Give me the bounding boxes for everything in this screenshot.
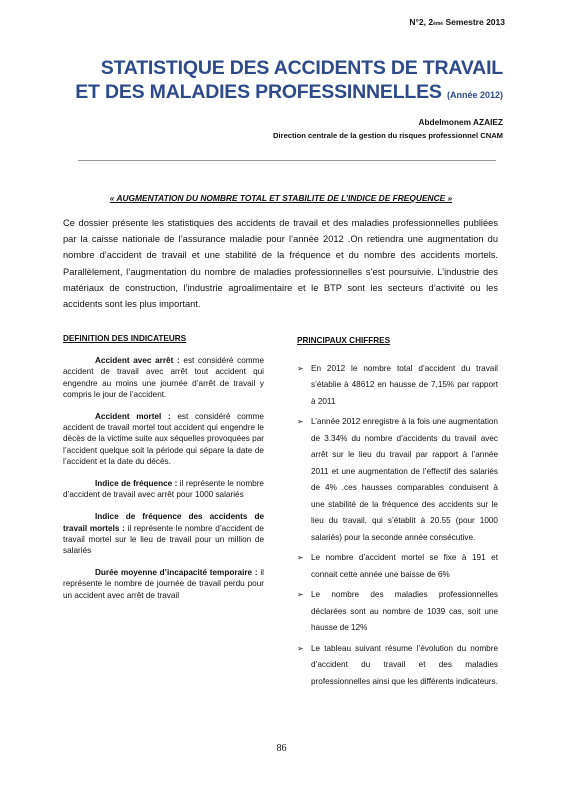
arrow-bullet-icon: ➢ bbox=[297, 417, 304, 426]
arrow-bullet-icon: ➢ bbox=[297, 590, 304, 599]
definition-item: Indice de fréquence : il représente le nombre d’accident de travail avec arrêt pour 1000 salariés bbox=[63, 479, 264, 500]
arrow-bullet-icon: ➢ bbox=[297, 643, 304, 653]
definition-item: Durée moyenne d’incapacité temporaire : il représente le nombre de journée de travail perdu pour un accident avec arrêt de travail bbox=[63, 568, 264, 600]
definition-item: Accident avec arrêt : est considéré comme accident de travail avec arrêt tout accident qui engendre au moins une journée d’arrêt de travail y compris le jour de l’accident. bbox=[63, 356, 264, 399]
header-divider bbox=[78, 160, 496, 161]
author-affiliation: Direction centrale de la gestion du risques professionnel CNAM bbox=[273, 131, 503, 140]
intro-paragraph: Ce dossier présente les statistiques des accidents de travail et des maladies professionnelles publiées par la caisse nationale de l’assurance maladie pour l’année 2012 .On retiendra une augmentation du nombre d’accident de travail et une stabilité de la fréquence et du nombre des accidents mortels. Parallèlement, l’augmentation du nombre de maladies professionnelles s’est poursuivie. L’industrie des matériaux de construction, l’industrie agroalimentaire et le BTP sont les secteurs d’activité ou les accidents sont les plus important. bbox=[63, 218, 498, 310]
definition-item: Indice de fréquence des accidents de travail mortels : il représente le nombre d’accident de travail mortel sur le lieu de travail pour un million de salariés bbox=[63, 512, 264, 556]
key-figures-column bbox=[297, 333, 498, 694]
title-year: (Année 2012) bbox=[446, 90, 503, 100]
arrow-bullet-icon: ➢ bbox=[297, 553, 304, 562]
list-item: ➢ L’année 2012 enregistre à la fois une augmentation de 3.34% du nombre d’accidents du travail avec arrêt sur le lieu du travail par rapport à l’année 2011 et une augmentation de l’effectif des salariés de 4% .ces hausses comparables conduisent à une stabilité de la fréquence des accidents sur le lieu du travail, qui s’établit à 20.55 (pour 1000 salariés) pour la seconde année consécutive. bbox=[297, 414, 498, 546]
list-item: ➢ Le nombre des maladies professionnelles déclarées sont au nombre de 1039 cas, soit une hausse de 12% bbox=[297, 587, 498, 637]
list-item: ➢ Le nombre d’accident mortel se fixe à 191 et connait cette année une baisse de 6% bbox=[297, 550, 498, 583]
issue-number: N°2, 2ème Semestre 2013 bbox=[409, 17, 505, 27]
key-figures-list bbox=[297, 361, 498, 691]
key-figures-heading: PRINCIPAUX CHIFFRES bbox=[297, 336, 391, 345]
article-title bbox=[33, 56, 503, 107]
definition-item: Accident mortel : est considéré comme accident de travail mortel tout accident qui engendre le décès de la victime suite aux séquelles provoquées par l’accident quelque soit la période qui sépare la date de l’accident et la date du décès. bbox=[63, 412, 264, 466]
article-subtitle: « AUGMENTATION DU NOMBRE TOTAL ET STABILITE DE L’INDICE DE FREQUENCE » bbox=[109, 193, 453, 203]
page-number: 86 bbox=[276, 743, 287, 754]
title-line-2: ET DES MALADIES PROFESSINNELLES (Année 2012) bbox=[75, 81, 503, 103]
title-line-1: STATISTIQUE DES ACCIDENTS DE TRAVAIL bbox=[100, 57, 503, 79]
arrow-bullet-icon: ➢ bbox=[297, 363, 304, 373]
definitions-heading: DEFINITION DES INDICATEURS bbox=[63, 334, 187, 343]
definitions-column bbox=[63, 333, 264, 612]
list-item: ➢ Le tableau suivant résume l’évolution du nombre d’accident du travail et des maladies professionnelles ainsi que les différents indicateurs. bbox=[297, 641, 498, 691]
author-name: Abdelmonem AZAIEZ bbox=[418, 117, 503, 127]
list-item: ➢ En 2012 le nombre total d’accident du travail s’établie à 48612 en hausse de 7,15% par rapport à 2011 bbox=[297, 361, 498, 411]
